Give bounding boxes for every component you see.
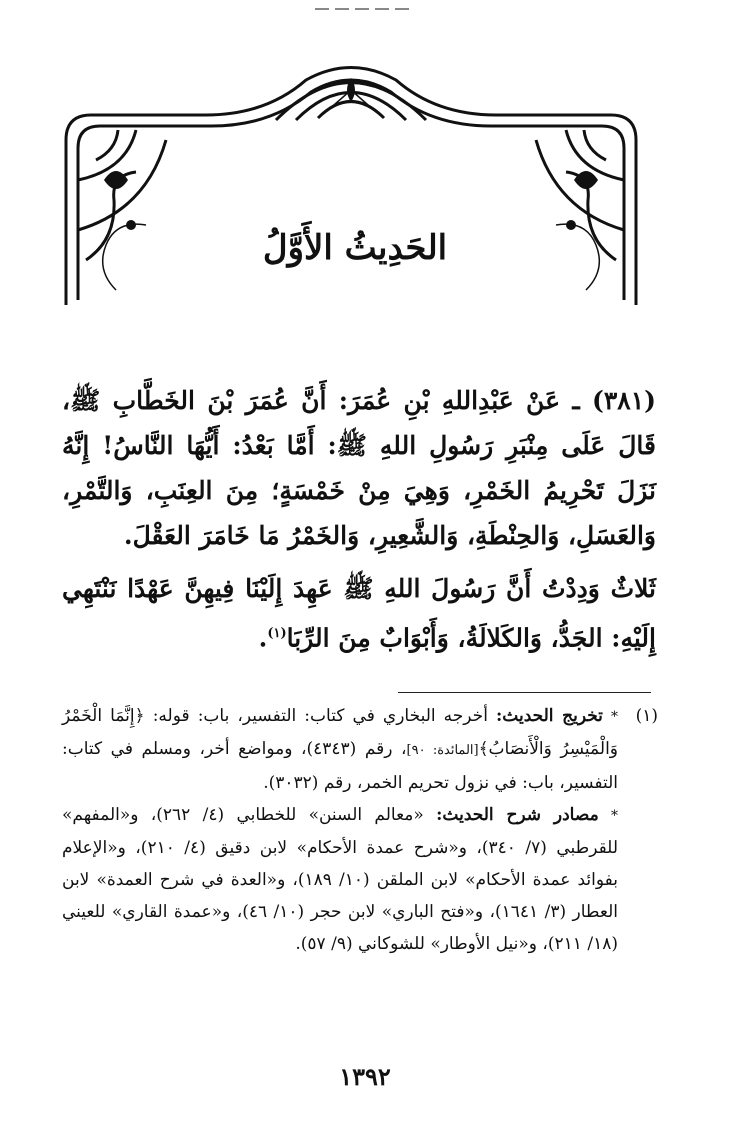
footnote-reference[interactable]: (١) [267, 626, 287, 641]
footnote-masadir [62, 799, 618, 960]
top-dashed-line [315, 8, 415, 10]
verse-reference: [المائدة: ٩٠] [406, 743, 479, 758]
takhrij-text-1: أخرجه البخاري في كتاب: التفسير، باب: قوله: [152, 706, 488, 726]
hadith-text-2-end: . [258, 623, 268, 653]
hadith-text [62, 378, 656, 660]
bullet-star-icon: * [611, 709, 618, 725]
bullet-star-icon: * [611, 808, 618, 824]
masadir-text: «معالم السنن» للخطابي (٤/ ٢٦٢)، و«المفهم» للقرطبي (٧/ ٣٤٠)، و«شرح عمدة الأحكام» لابن دقيق (٤/ ٢١٠)، و«الإعلام بفوائد عمدة الأحكام» لابن الملقن (١٠/ ١٨٩)، و«العدة في شرح العمدة» لابن العطار (٣/ ١٦٤١)، و«فتح الباري» لابن حجر (١٠/ ٤٦)، و«عمدة القاري» للعيني (١٨/ ٢١١)، و«نيل الأوطار» للشوكاني (٩/ ٥٧). [62, 805, 618, 954]
hadith-text-2: ثَلاثٌ وَدِدْتُ أَنَّ رَسُولَ اللهِ ﷺ عَهِدَ إِلَيْنَا فِيهِنَّ عَهْدًا نَنْتَهِي إِلَيْهِ: الجَدُّ، وَالكَلالَةُ، وَأَبْوَابٌ مِنَ الرِّبَا [62, 574, 656, 653]
footnotes-section [62, 700, 658, 960]
hadith-paragraph-2 [62, 566, 656, 660]
takhrij-text-2: ، رقم (٤٣٤٣)، ومواضع أخر، ومسلم في كتاب: التفسير، باب: في نزول تحريم الخمر، رقم (٣٠٣٢). [62, 739, 618, 793]
hadith-number: (٣٨١) [592, 386, 656, 415]
hadith-text-1: ـ عَنْ عَبْدِاللهِ بْنِ عُمَرَ: أَنَّ عُمَرَ بْنَ الخَطَّابِ ﷺ، قَالَ عَلَى مِنْبَرِ رَسُولِ اللهِ ﷺ: أَمَّا بَعْدُ: أَيُّهَا النَّاسُ! إِنَّهُ نَزَلَ تَحْرِيمُ الخَمْرِ، وَهِيَ مِنْ خَمْسَةٍ؛ مِنَ العِنَبِ، وَالتَّمْرِ، وَالعَسَلِ، وَالحِنْطَةِ، وَالشَّعِيرِ، وَالخَمْرُ مَا خَامَرَ العَقْلَ. [62, 386, 656, 550]
footnote-number: (١) [635, 706, 658, 726]
page-number: ١٣٩٢ [339, 1062, 391, 1091]
footnote-separator [398, 692, 651, 693]
hadith-paragraph-1 [62, 378, 656, 558]
takhrij-label: تخريج الحديث: [496, 706, 603, 726]
footnote-takhrij [62, 700, 618, 799]
quran-verse: ﴿إِنَّمَا الْخَمْرُ وَالْمَيْسِرُ وَالْأَنصَابُ﴾ [62, 706, 619, 759]
ornamental-title-frame [56, 60, 646, 310]
masadir-label: مصادر شرح الحديث: [436, 805, 599, 825]
chapter-title: الحَدِيثُ الأَوَّلُ [262, 228, 448, 268]
